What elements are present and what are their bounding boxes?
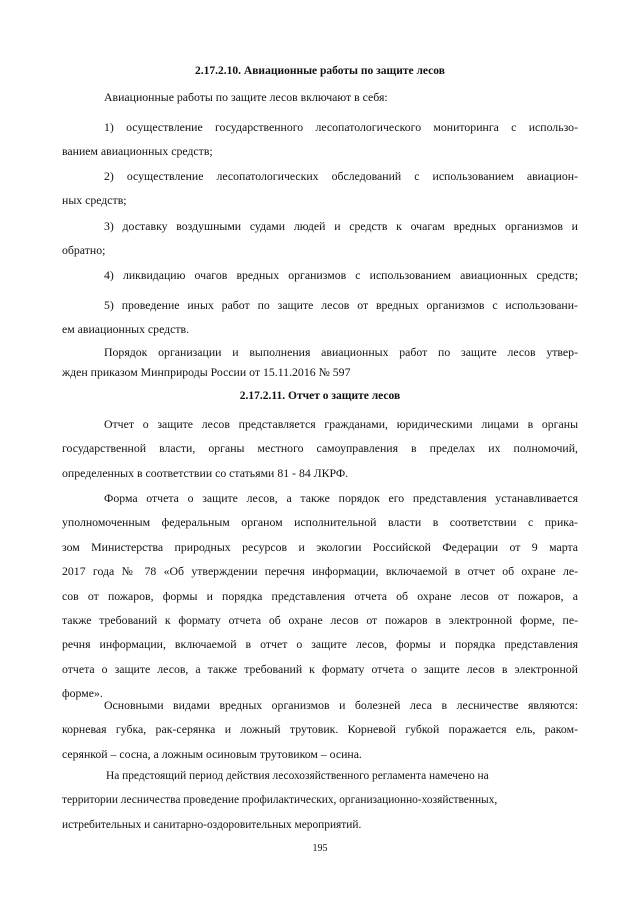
list-item-4-line-1: 4) ликвидацию очагов вредных организмов с использованием авиационных средств; [104,268,578,282]
list-item-5-line-1: 5) проведение иных работ по защите лесов от вредных организмов с использовани- [104,298,578,312]
section-heading-aviation: 2.17.2.10. Авиационные работы по защите лесов [195,65,445,77]
list-item-3 [62,214,578,263]
report-paragraph-1 [62,412,578,485]
report-p2-line-1: Форма отчета о защите лесов, а также порядок его представления устанавливается [104,491,578,505]
list-item-5 [62,293,578,342]
list-item-5-line-2: ем авиационных средств. [62,322,190,337]
section-heading-report: 2.17.2.11. Отчет о защите лесов [239,390,401,402]
order-line-1: Порядок организации и выполнения авиационных работ по защите лесов утвер- [104,345,578,359]
report-p2-line-7: речня информации, включаемой в отчет о защите лесов, формы и порядка представления [62,637,578,652]
report-paragraph-4 [62,764,578,837]
report-p2-line-4: 2017 года № 78 «Об утверждении перечня информации, включаемой в отчет об охране ле- [62,564,578,579]
intro-line: Авиационные работы по защите лесов включают в себя: [104,90,388,104]
report-paragraph-2 [62,486,578,706]
report-p2-line-2: уполномоченным федеральным органом исполнительной власти в соответствии с прика- [62,515,578,530]
report-p4-line-2: территории лесничества проведение профилактических, организационно-хозяйственных, [62,794,498,807]
report-p4-line-3: истребительных и санитарно-оздоровительных мероприятий. [62,818,362,831]
list-item-2 [62,164,578,213]
list-item-1 [62,115,578,164]
order-paragraph [62,342,578,382]
report-p2-line-5: сов от пожаров, формы и порядка представления отчета об охране лесов от пожаров, а [62,588,578,603]
report-p2-line-8: отчета о защите лесов, а также требований к формату отчета о защите лесов в электронной [62,661,578,676]
page-number: 195 [312,843,328,854]
report-paragraph-3 [62,693,578,766]
report-p4-line-1: На предстоящий период действия лесохозяйственного регламента намечено на [106,770,489,782]
report-p1-line-2: государственной власти, органы местного самоуправления в пределах их полномочий, [62,441,578,456]
report-p1-line-1: Отчет о защите лесов представляется гражданами, юридическими лицами в органы [104,417,578,431]
list-item-4 [62,263,578,287]
report-p3-line-1: Основными видами вредных организмов и болезней леса в лесничестве являются: [104,698,578,712]
order-line-2: жден приказом Минприроды России от 15.11.2016 № 597 [62,365,351,379]
report-p3-line-2: корневая губка, рак-серянка и ложный трутовик. Корневой губкой поражается ель, раком- [62,722,578,737]
intro-paragraph [62,85,578,109]
list-item-2-line-1: 2) осуществление лесопатологических обследований с использованием авиацион- [104,169,578,183]
list-item-3-line-2: обратно; [62,243,106,258]
report-p3-line-3: серянкой – сосна, а ложным осиновым трутовиком – осина. [62,746,362,761]
list-item-1-line-1: 1) осуществление государственного лесопатологического мониторинга с использо- [104,120,578,134]
list-item-1-line-2: ванием авиационных средств; [62,144,213,159]
report-p2-line-6: также требований к формату отчета об охране лесов от пожаров в электронной форме, пе- [62,613,578,628]
list-item-2-line-2: ных средств; [62,193,127,208]
report-p2-line-3: зом Министерства природных ресурсов и экологии Российской Федерации от 9 марта [62,539,578,554]
list-item-3-line-1: 3) доставку воздушными судами людей и средств к очагам вредных организмов и [104,219,578,233]
report-p2-line-9: форме». [62,686,103,701]
report-p1-line-3: определенных в соответствии со статьями 81 - 84 ЛКРФ. [62,465,349,480]
